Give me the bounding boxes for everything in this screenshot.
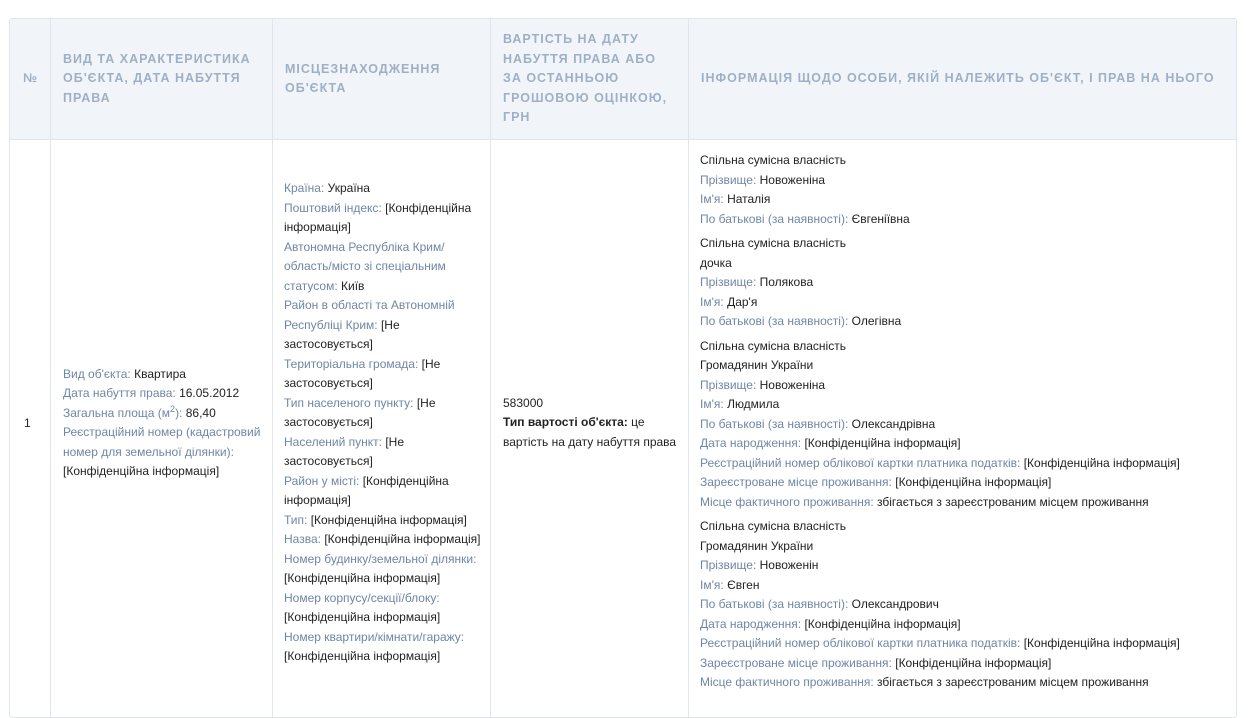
- location-cell: [273, 140, 491, 706]
- owner-field-label: Ім'я:: [700, 577, 724, 592]
- location-item: [284, 296, 481, 355]
- row-number-cell: [10, 140, 51, 706]
- location-item: [284, 530, 481, 550]
- owner-field: [700, 434, 1225, 454]
- owner-field-value: Новоженіна: [759, 377, 826, 392]
- owner-field-value: Олегівна: [851, 314, 902, 328]
- total-area: [63, 404, 261, 424]
- location-item-label: Тип населеного пункту:: [284, 395, 414, 410]
- owner-field: [700, 395, 1225, 415]
- location-item-label: Територіальна громада:: [284, 356, 419, 371]
- owners-list: [700, 151, 1225, 693]
- owner-field: [700, 210, 1225, 230]
- location-item-label: Поштовий індекс:: [284, 200, 382, 215]
- owner-field-value: [Конфіденційна інформація]: [804, 436, 961, 450]
- owner-field-value: Олександрович: [851, 597, 939, 611]
- owner-field-label: Ім'я:: [700, 192, 724, 206]
- owner-field: [700, 273, 1225, 293]
- owner-field: [700, 576, 1225, 596]
- owner-field: [700, 190, 1225, 210]
- location-item-label: Населений пункт:: [284, 434, 382, 449]
- location-item-label: Країна:: [284, 181, 325, 196]
- location-item-label: Номер квартири/кімнати/гаражу:: [284, 629, 465, 644]
- location-item-value: Київ: [341, 278, 365, 293]
- owner-field-value: Дар'я: [727, 294, 758, 309]
- object-type: [63, 365, 261, 385]
- owner-field-value: Людмила: [727, 397, 780, 411]
- location-item-label: Тип:: [284, 512, 308, 527]
- location-item-value: [Конфіденційна інформація]: [284, 473, 449, 508]
- owner-field: [700, 293, 1225, 313]
- owner-field-value: збігається з зареєстрованим місцем проживання: [877, 675, 1149, 689]
- owner-field-value: Євген: [727, 577, 760, 592]
- owner-group: [700, 234, 1225, 332]
- owner-field-label: По батькові (за наявності):: [700, 597, 849, 611]
- owner-field-label: Прізвище:: [700, 377, 757, 392]
- object-type-label: Вид об'єкта:: [63, 366, 131, 381]
- owner-field-label: Зареєстроване місце проживання:: [700, 655, 892, 670]
- location-item: [284, 472, 481, 511]
- location-item: [284, 589, 481, 628]
- header-location: МІСЦЕЗНАХОДЖЕННЯ ОБ'ЄКТА: [285, 61, 441, 95]
- header-value: ВАРТІСТЬ НА ДАТУ НАБУТТЯ ПРАВА АБО ЗА ОСТАННЬОЮ ГРОШОВОЮ ОЦІНКОЮ, ГРН: [503, 32, 668, 125]
- location-item-value: [Не застосовується]: [284, 317, 400, 352]
- registration-number: [63, 423, 261, 482]
- owner-field-label: Реєстраційний номер облікової картки платника податків:: [700, 455, 1021, 470]
- location-list: [284, 179, 481, 667]
- location-item-value: Україна: [327, 181, 370, 196]
- object-type-value: Квартира: [134, 366, 186, 381]
- owner-field-value: Наталія: [727, 192, 771, 206]
- location-item-value: [Конфіденційна інформація]: [284, 200, 472, 235]
- registration-number-label: Реєстраційний номер (кадастровий номер для земельної ділянки):: [63, 425, 261, 459]
- value-amount: 583000: [503, 395, 544, 410]
- location-item-label: Назва:: [284, 532, 321, 547]
- owner-field-label: Ім'я:: [700, 294, 724, 309]
- owner-text: дочка: [700, 255, 732, 270]
- location-item-value: [Не застосовується]: [284, 356, 441, 391]
- acquisition-date-label: Дата набуття права:: [63, 386, 176, 400]
- owner-text: Спільна сумісна власність: [700, 153, 846, 167]
- owner-field: [700, 493, 1225, 513]
- owner-field-value: [Конфіденційна інформація]: [895, 655, 1052, 670]
- location-item: [284, 433, 481, 472]
- location-item-label: Автономна Республіка Крим/ область/місто зі спеціальним статусом:: [284, 239, 446, 293]
- owner-field-label: Прізвище:: [700, 558, 757, 572]
- owner-field-label: По батькові (за наявності):: [700, 314, 849, 328]
- owner-field-value: [Конфіденційна інформація]: [804, 616, 961, 631]
- property-table: [9, 18, 1237, 718]
- total-area-label: [63, 403, 183, 420]
- owner-group: [700, 517, 1225, 693]
- owner-field-label: Зареєстроване місце проживання:: [700, 475, 892, 489]
- owner-field: [700, 171, 1225, 191]
- location-item: [284, 199, 481, 238]
- owner-field-label: Місце фактичного проживання:: [700, 494, 874, 509]
- owner-field-value: Новоженіна: [759, 172, 826, 187]
- owner-group: [700, 151, 1225, 229]
- acquisition-date: [63, 384, 261, 404]
- location-item-value: [Конфіденційна інформація]: [284, 610, 441, 625]
- owner-field: [700, 556, 1225, 576]
- value-type: [503, 413, 677, 452]
- owner-field-value: Новоженін: [759, 558, 819, 572]
- owner-field-label: Дата народження:: [700, 616, 802, 631]
- location-item-value: [Конфіденційна інформація]: [284, 571, 441, 586]
- owner-field: [700, 673, 1225, 693]
- owner-text: Громадянин України: [700, 358, 814, 372]
- owner-field: [700, 615, 1225, 635]
- total-area-label-a: Загальна площа (м: [63, 405, 171, 420]
- location-item-value: [Конфіденційна інформація]: [324, 532, 481, 547]
- location-item-label: Номер корпусу/секції/блоку:: [284, 590, 440, 605]
- object-cell: [51, 140, 273, 706]
- owner-field-value: Полякова: [759, 275, 814, 289]
- owner-group: [700, 337, 1225, 513]
- value-cell: [491, 140, 689, 706]
- location-item: [284, 238, 481, 297]
- owner-field: [700, 376, 1225, 396]
- owner-field-value: [Конфіденційна інформація]: [1023, 636, 1180, 650]
- owner-field: [700, 454, 1225, 474]
- location-item: [284, 355, 481, 394]
- owners-cell: [689, 140, 1236, 717]
- location-item-label: Номер будинку/земельної ділянки:: [284, 551, 477, 566]
- total-area-value: 86,40: [185, 405, 216, 420]
- location-item: [284, 511, 481, 531]
- registration-number-value: [Конфіденційна інформація]: [63, 464, 220, 478]
- total-area-sup: 2: [170, 403, 176, 414]
- location-item-value: [Конфіденційна інформація]: [310, 512, 467, 527]
- owner-text: Спільна сумісна власність: [700, 338, 846, 353]
- value-type-label: Тип вартості об'єкта:: [503, 415, 628, 430]
- owner-field-value: Євгеніївна: [851, 211, 910, 226]
- location-item: [284, 394, 481, 433]
- owner-field-value: збігається з зареєстрованим місцем проживання: [877, 494, 1149, 509]
- total-area-label-b: ):: [175, 405, 183, 420]
- owner-text: Спільна сумісна власність: [700, 236, 846, 250]
- location-item-label: Район в області та Автономній Республіці Крим:: [284, 298, 455, 332]
- header-owner-info: ІНФОРМАЦІЯ ЩОДО ОСОБИ, ЯКІЙ НАЛЕЖИТЬ ОБ'ЄКТ, І ПРАВ НА НЬОГО: [701, 71, 1215, 86]
- header-object-type: ВИД ТА ХАРАКТЕРИСТИКА ОБ'ЄКТА, ДАТА НАБУТТЯ ПРАВА: [63, 51, 251, 105]
- owner-field-label: Прізвище:: [700, 172, 757, 187]
- owner-field-value: [Конфіденційна інформація]: [895, 475, 1052, 489]
- owner-field: [700, 312, 1225, 332]
- owner-field-label: Місце фактичного проживання:: [700, 675, 874, 689]
- row-number: 1: [24, 416, 31, 430]
- acquisition-date-value: 16.05.2012: [179, 386, 240, 400]
- owner-field: [700, 595, 1225, 615]
- owner-field: [700, 634, 1225, 654]
- location-item: [284, 628, 481, 667]
- owner-field-label: Прізвище:: [700, 275, 757, 289]
- header-num: №: [23, 71, 38, 86]
- owner-field: [700, 654, 1225, 674]
- owner-field: [700, 415, 1225, 435]
- owner-field-label: Дата народження:: [700, 436, 802, 450]
- owner-field-value: Олександрівна: [851, 416, 936, 431]
- location-item-value: [Не застосовується]: [284, 434, 405, 469]
- owner-field-label: По батькові (за наявності):: [700, 416, 849, 431]
- location-item-value: [Конфіденційна інформація]: [284, 649, 441, 664]
- owner-field-label: По батькові (за наявності):: [700, 211, 849, 226]
- owner-field-label: Ім'я:: [700, 397, 724, 411]
- owner-field: [700, 473, 1225, 493]
- location-item: [284, 550, 481, 589]
- owner-text: Громадянин України: [700, 538, 814, 553]
- owner-text: Спільна сумісна власність: [700, 519, 846, 533]
- location-item: [284, 179, 481, 199]
- value-type-value: це вартість на дату набуття права: [503, 415, 677, 449]
- location-item-value: [Не застосовується]: [284, 395, 436, 430]
- location-item-label: Район у місті:: [284, 473, 360, 488]
- owner-field-label: Реєстраційний номер облікової картки платника податків:: [700, 636, 1021, 650]
- owner-field-value: [Конфіденційна інформація]: [1023, 455, 1180, 470]
